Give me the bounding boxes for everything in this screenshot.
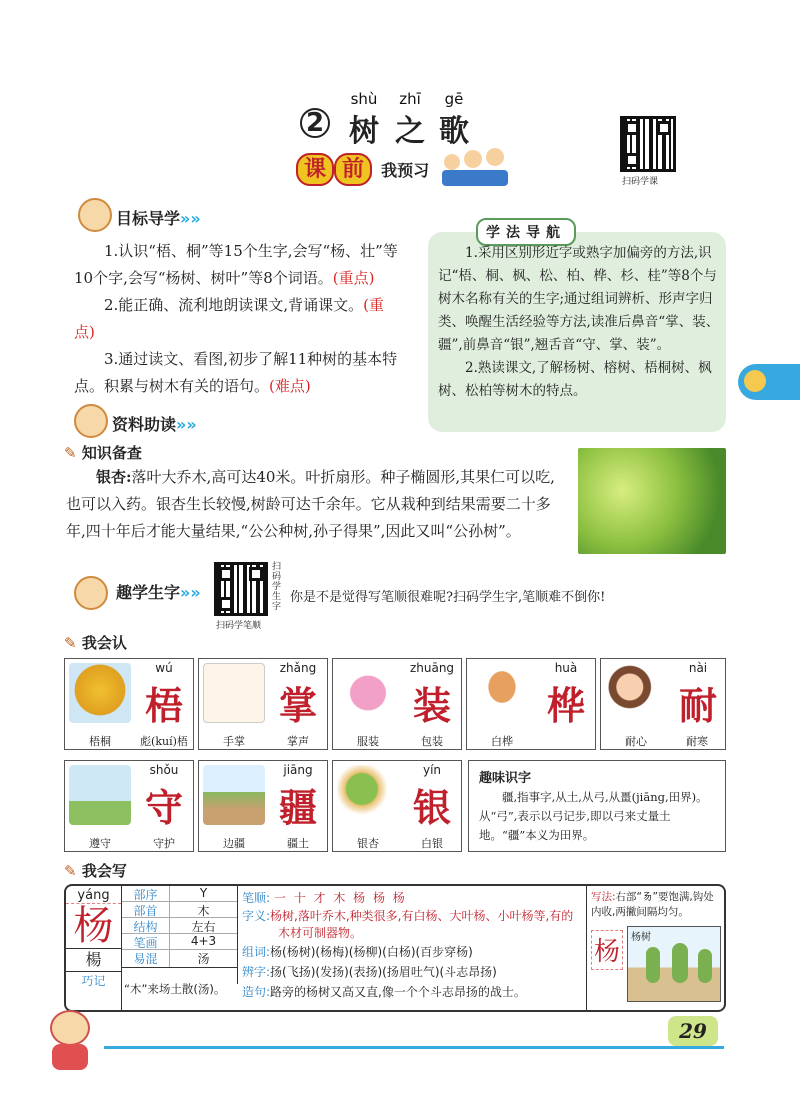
char-card	[332, 658, 462, 750]
qr-caption-strokes: 扫码学笔顺	[216, 621, 262, 631]
char-card	[332, 760, 462, 852]
traffic-light-picture	[69, 765, 131, 825]
pinyin-2: zhī	[399, 90, 421, 108]
char-word-1: 银杏	[357, 837, 379, 850]
parasol-tree-picture	[69, 663, 131, 723]
char-pinyin: huà	[554, 661, 578, 675]
recognize-title: 我会认	[81, 634, 127, 652]
chevrons-icon: »»	[180, 209, 201, 228]
char-glyph: 银	[412, 785, 451, 830]
char-word-1: 白桦	[491, 735, 513, 748]
diff-row: 辨字:扬(飞扬)(发扬)(表扬)(扬眉吐气)(斗志昂扬)	[242, 965, 497, 979]
pinyin-3: gē	[444, 90, 464, 108]
write-heading	[64, 860, 127, 881]
ginkgo-picture	[337, 765, 399, 825]
goal-item: 3.通过读文、看图,初步了解11种树的基本特点。积累与树木有关的语句。(难点)	[74, 350, 398, 395]
char-pinyin: zhuāng	[409, 661, 455, 675]
char-word-1: 服装	[357, 735, 379, 748]
char-pinyin: shǒu	[149, 763, 179, 777]
char-card	[466, 658, 596, 750]
tip-char: 杨	[591, 930, 623, 970]
info-row: 部序 Y	[122, 886, 237, 902]
info-row: 笔画 4+3	[122, 934, 237, 950]
writing-tip: 写法:右部“𠃓”要饱满,钩处内收,两撇间隔均匀。	[591, 891, 714, 918]
pencil-icon: ✎	[64, 862, 77, 880]
char-word-2: 彪(kuí)梧	[140, 735, 188, 748]
char-word-2: 疆土	[287, 837, 309, 850]
char-pinyin: wú	[155, 661, 173, 675]
lesson-number: 2	[300, 108, 330, 138]
method-p2: 2.熟读课文,了解杨树、榕树、梧桐树、枫树、松柏等树木的特点。	[438, 360, 712, 399]
goals-title: 目标导学	[116, 209, 181, 228]
goal-item: 2.能正确、流利地朗读课文,背诵课文。(重点)	[74, 296, 384, 341]
badge-char-2: 前	[334, 153, 372, 186]
char-pinyin: jiāng	[283, 763, 313, 777]
fun-recognition-title: 趣味识字	[479, 771, 532, 786]
graduate-icon	[78, 198, 112, 232]
tree-icon	[672, 943, 688, 983]
birch-picture	[471, 663, 533, 723]
ginkgo-term: 银杏:	[96, 468, 132, 486]
writing-tip-panel	[586, 886, 724, 1010]
char-word-2: 掌声	[287, 735, 309, 748]
page-number: 29	[668, 1016, 718, 1046]
char-glyph: 装	[412, 683, 451, 728]
memo-label: 巧记	[81, 974, 106, 988]
method-text	[438, 242, 720, 403]
write-details	[242, 888, 582, 1002]
badge-char-1: 课	[296, 153, 334, 186]
char-card	[600, 658, 726, 750]
info-row: 结构 左右	[122, 918, 237, 934]
char-word-1: 遵守	[89, 837, 111, 850]
qr-caption-lesson: 扫码学课	[622, 177, 659, 187]
side-tab	[738, 364, 800, 400]
frontier-picture	[203, 765, 265, 825]
qr-code-strokes[interactable]	[214, 562, 268, 616]
char-card	[64, 760, 194, 852]
poplar-picture	[627, 926, 721, 1002]
footer-line	[104, 1046, 724, 1049]
char-word-2: 守护	[153, 837, 175, 850]
student-icon	[74, 576, 108, 610]
mother-child-picture	[605, 663, 667, 723]
char-card	[64, 658, 194, 750]
char-word-1: 梧桐	[89, 735, 111, 748]
fun-recognition-box	[468, 760, 726, 852]
pre-class-badge	[296, 152, 429, 183]
blouse-picture	[337, 663, 399, 723]
meaning-row: 字义:杨树,落叶乔木,种类很多,有白杨、大叶杨、小叶杨等,有的木材可制器物。	[242, 909, 574, 940]
char-glyph: 耐	[678, 683, 717, 728]
ginkgo-text	[66, 464, 566, 545]
fun-title: 趣学生字	[116, 583, 181, 602]
char-glyph: 守	[144, 785, 183, 830]
char-glyph: 疆	[278, 785, 317, 830]
tree-icon	[698, 949, 712, 983]
qr-code-lesson[interactable]	[620, 116, 676, 172]
badge-label: 我预习	[381, 161, 430, 180]
write-card	[64, 884, 726, 1012]
recognize-heading	[64, 632, 127, 653]
char-word-1: 手掌	[223, 735, 245, 748]
title-char-2: 之	[395, 114, 425, 149]
mascot-icon	[744, 370, 766, 392]
hands-picture	[203, 663, 265, 723]
sentence-row: 造句:路旁的杨树又高又直,像一个个斗志昂扬的战士。	[242, 985, 526, 999]
tree-icon	[646, 947, 660, 983]
mascot-illustration	[40, 1010, 100, 1074]
fun-recognition-text: 疆,指事字,从土,从弓,从畺(jiāng,田界)。从“弓”,表示以弓记步,即以弓来丈量土地。“疆”本义为田界。	[479, 790, 708, 842]
ginkgo-leaf-photo	[578, 448, 726, 554]
words-row: 组词:杨(杨树)(杨梅)(杨柳)(白杨)(百步穿杨)	[242, 945, 473, 959]
chevrons-icon: »»	[180, 583, 201, 602]
ginkgo-desc: 落叶大乔木,高可达40米。叶折扇形。种子椭圆形,其果仁可以吃,也可以入药。银杏生长较慢,树龄可达千余年。它从栽种到结果需要二十多年,四十年后才能大量结果,“公公种树,孙子得果”,因此又叫“公孙树”。	[66, 468, 555, 540]
info-row: 易混 汤	[122, 950, 237, 968]
char-info-table	[122, 886, 238, 984]
resource-title: 资料助读	[112, 415, 177, 434]
char-word-2: 包装	[421, 735, 443, 748]
char-glyph: 梧	[144, 683, 183, 728]
write-trad: 楊	[66, 949, 121, 972]
stroke-order-row: 笔顺: 一 十 才 木 杨 杨 杨	[242, 891, 407, 905]
student-icon	[74, 404, 108, 438]
char-word-2: 白银	[421, 837, 443, 850]
qr-side-caption: 扫码学生字	[272, 562, 282, 612]
char-word-1: 耐心	[625, 735, 647, 748]
family-reading-illustration	[440, 148, 510, 188]
char-pinyin: nài	[688, 661, 708, 675]
stroke-order: 一 十 才 木 杨 杨 杨	[273, 891, 407, 905]
memo-text: “木”来场土散(汤)。	[124, 982, 226, 996]
pencil-icon: ✎	[64, 444, 77, 462]
char-pinyin: yín	[422, 763, 442, 777]
method-p1: 1.采用区别形近字或熟字加偏旁的方法,识记“梧、桐、枫、松、柏、桦、杉、桂”等8个与树木名称有关的生字;通过组词辨析、形声字归类、唤醒生活经验等方法,读准后鼻音“掌、装、疆”,前鼻音“银”,翘舌音“守、掌、装”。	[438, 245, 720, 353]
char-glyph: 桦	[546, 683, 585, 728]
fun-hint: 你是不是觉得写笔顺很难呢?扫码学生字,笔顺难不倒你!	[290, 590, 606, 605]
char-column	[66, 886, 122, 1010]
write-char: 杨	[66, 903, 121, 949]
method-title: 学法导航	[476, 218, 576, 246]
resource-heading	[112, 412, 197, 435]
poplar-caption: 杨树	[631, 932, 651, 943]
title-char-1: 树	[349, 114, 379, 149]
chevrons-icon: »»	[176, 415, 197, 434]
pencil-icon: ✎	[64, 634, 77, 652]
char-glyph: 掌	[278, 683, 317, 728]
char-pinyin: zhǎng	[279, 661, 317, 675]
goal-item: 1.认识“梧、桐”等15个生字,会写“杨、壮”等10个字,会写“杨树、树叶”等8个词语。(重点)	[74, 242, 398, 287]
info-row: 部首 木	[122, 902, 237, 918]
char-card	[198, 658, 328, 750]
char-word-1: 边疆	[223, 837, 245, 850]
title-char-3: 歌	[439, 114, 469, 149]
goals-list	[74, 238, 404, 400]
fun-heading	[116, 580, 201, 603]
char-word-2: 耐寒	[686, 735, 708, 748]
write-title: 我会写	[81, 862, 127, 880]
pinyin-1: shù	[350, 90, 378, 108]
knowledge-title: 知识备查	[81, 444, 142, 462]
char-card	[198, 760, 328, 852]
write-pinyin: yáng	[77, 888, 110, 903]
goals-heading	[116, 206, 201, 229]
knowledge-heading	[64, 442, 142, 463]
